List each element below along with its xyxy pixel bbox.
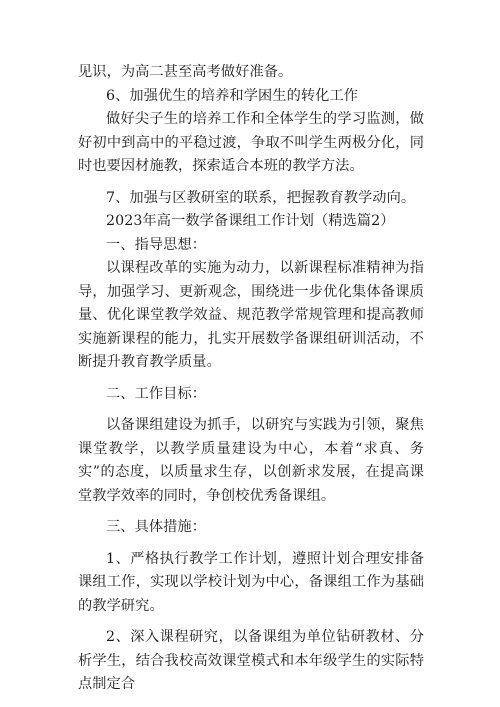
guiding-ideas-body: 以课程改革的实施为动力，以新课程标准精神为指导，加强学习、更新观念，围绕进一步优化集体备课质量、优化课堂教学效益、规范教学常规管理和提高教师实施新课程的能力，扎实开展数学备课组研训活动，不断提升教育教学质量。: [78, 260, 424, 370]
heading-guiding-ideas: 一、指导思想：: [106, 236, 207, 253]
section-title: 2023年高一数学备课组工作计划（精选篇2）: [106, 213, 395, 229]
item-6-heading: 6、加强优生的培养和学困生的转化工作: [106, 87, 359, 104]
paragraph-continuation: 见识，为高二甚至高考做好准备。: [78, 64, 293, 80]
measure-1: 1、严格执行教学工作计划，遵照计划合理安排备课组工作，实现以学校计划为中心，备课组工作为基础的教学研究。: [78, 550, 424, 614]
heading-work-goals: 二、工作目标：: [106, 385, 207, 402]
measure-2: 2、深入课程研究，以备课组为单位钻研教材、分析学生，结合我校高效课堂模式和本年级学生的实际特点制定合: [78, 629, 424, 692]
item-7-heading: 7、加强与区教研室的联系，把握教育教学动向。: [106, 189, 416, 206]
heading-measures: 三、具体措施：: [106, 519, 207, 535]
work-goals-body: 以备课组建设为抓手，以研究与实践为引领，聚焦课堂教学，以教学质量建设为中心，本着“求真、务实”的态度，以质量求生存，以创新求发展，在提高课堂教学效率的同时，争创校优秀备课组。: [78, 417, 424, 504]
item-6-body: 做好尖子生的培养工作和全体学生的学习监测，做好初中到高中的平稳过渡，争取不叫学生两极分化，同时也要因材施教，探索适合本班的教学方法。: [78, 111, 424, 174]
document-body: [78, 61, 424, 697]
